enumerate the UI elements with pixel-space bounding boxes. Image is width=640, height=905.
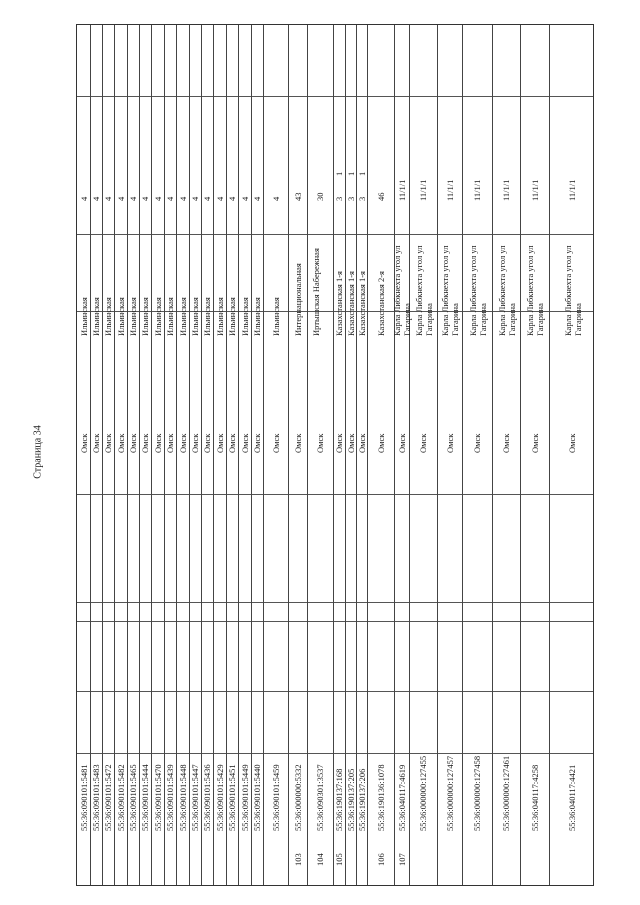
row-divider <box>520 25 521 885</box>
cell-city: Омск <box>356 433 367 453</box>
row-divider <box>437 25 438 885</box>
cell-cad: 55:36:040117:4421 <box>567 764 578 831</box>
cell-house: 4 <box>239 196 250 201</box>
cell-cad: 55:36:040117:4258 <box>529 764 540 831</box>
cell-cad: 55:36:040117:4619 <box>396 764 407 831</box>
cell-street: Карла Либкнехта угол ул Гагарина <box>525 245 545 336</box>
cell-city: Омск <box>396 433 407 453</box>
cell-street: Ильинская <box>177 297 188 336</box>
cell-cad: 55:36:090101:5470 <box>152 764 163 831</box>
row-divider <box>549 25 550 885</box>
row-divider <box>333 25 334 885</box>
cell-city: Омск <box>140 433 151 453</box>
cell-city: Омск <box>315 433 326 453</box>
cell-street: Карла Либкнехта угол ул Гагарина <box>467 245 487 336</box>
cell-street: Ильинская <box>128 297 139 336</box>
cell-cad: 55:36:000000:5332 <box>292 764 303 831</box>
row-divider <box>201 25 202 885</box>
cell-num: 105 <box>334 853 345 866</box>
cell-street: Ильинская <box>115 297 126 336</box>
registry-table <box>76 24 594 886</box>
row-divider <box>394 25 395 885</box>
cell-house: 4 <box>103 196 114 201</box>
cell-house: 4 <box>91 196 102 201</box>
row-divider <box>151 25 152 885</box>
cell-cad: 55:36:090101:5436 <box>202 764 213 831</box>
cell-street: Ильинская <box>152 297 163 336</box>
row-divider <box>213 25 214 885</box>
cell-street: Ильинская <box>252 297 263 336</box>
cell-city: Омск <box>529 433 540 453</box>
cell-city: Омск <box>375 433 386 453</box>
row-divider <box>90 25 91 885</box>
cell-city: Омск <box>567 433 578 453</box>
row-divider <box>288 25 289 885</box>
cell-cad: 55:36:090301:3537 <box>315 764 326 831</box>
cell-house: 30 <box>315 192 326 201</box>
cell-cad: 55:36:000000:127458 <box>472 755 483 831</box>
cell-city: Омск <box>214 433 225 453</box>
cell-street: Карла Либкнехта угол ул Гагарина <box>392 245 412 336</box>
cell-street: Карла Либкнехта угол ул Гагарина <box>440 245 460 336</box>
row-divider <box>226 25 227 885</box>
cell-house: 4 <box>140 196 151 201</box>
cell-city: Омск <box>152 433 163 453</box>
cell-street: Карла Либкнехта угол ул Гагарина <box>562 245 582 336</box>
cell-city: Омск <box>292 433 303 453</box>
column-divider <box>77 621 593 622</box>
cell-street: Интернациональная <box>292 263 303 336</box>
row-divider <box>356 25 357 885</box>
cell-house: 11/1/1 <box>567 179 578 201</box>
page-label: Страница 34 <box>32 425 44 479</box>
cell-street: Ильинская <box>103 297 114 336</box>
cell-house: 4 <box>152 196 163 201</box>
row-divider <box>189 25 190 885</box>
cell-street: Ильинская <box>140 297 151 336</box>
cell-street: Ильинская <box>227 297 238 336</box>
cell-flat: 1 <box>345 171 356 176</box>
cell-num: 104 <box>315 853 326 866</box>
cell-city: Омск <box>128 433 139 453</box>
cell-cad: 55:36:090101:5459 <box>270 764 281 831</box>
cell-city: Омск <box>418 433 429 453</box>
cell-city: Омск <box>165 433 176 453</box>
cell-city: Омск <box>177 433 188 453</box>
cell-flat: 1 <box>356 171 367 176</box>
cell-street: Казахстанская 1-я <box>334 271 345 336</box>
cell-house: 4 <box>78 196 89 201</box>
row-divider <box>345 25 346 885</box>
cell-city: Омск <box>115 433 126 453</box>
cell-cad: 55:36:000000:127461 <box>501 755 512 831</box>
cell-city: Омск <box>78 433 89 453</box>
cell-city: Омск <box>227 433 238 453</box>
row-divider <box>263 25 264 885</box>
cell-street: Ильинская <box>202 297 213 336</box>
cell-city: Омск <box>472 433 483 453</box>
column-divider <box>77 96 593 97</box>
cell-house: 4 <box>190 196 201 201</box>
cell-house: 46 <box>375 192 386 201</box>
cell-cad: 55:36:090101:5451 <box>227 764 238 831</box>
cell-house: 4 <box>252 196 263 201</box>
cell-house: 11/1/1 <box>472 179 483 201</box>
column-divider <box>77 234 593 235</box>
row-divider <box>238 25 239 885</box>
cell-house: 4 <box>177 196 188 201</box>
column-divider <box>77 602 593 603</box>
cell-cad: 55:36:000000:127455 <box>418 755 429 831</box>
column-divider <box>77 494 593 495</box>
row-divider <box>462 25 463 885</box>
cell-cad: 55:36:190137:206 <box>356 768 367 831</box>
cell-house: 4 <box>115 196 126 201</box>
row-divider <box>307 25 308 885</box>
cell-street: Ильинская <box>78 297 89 336</box>
cell-cad: 55:36:090101:5481 <box>78 764 89 831</box>
cell-house: 11/1/1 <box>444 179 455 201</box>
cell-street: Иртышская Набережная <box>310 248 321 336</box>
column-divider <box>77 753 593 754</box>
cell-city: Омск <box>252 433 263 453</box>
cell-street: Ильинская <box>214 297 225 336</box>
cell-street: Ильинская <box>239 297 250 336</box>
cell-house: 3 <box>356 196 367 201</box>
cell-city: Омск <box>444 433 455 453</box>
row-divider <box>251 25 252 885</box>
cell-house: 3 <box>334 196 345 201</box>
cell-cad: 55:36:190137:205 <box>345 768 356 831</box>
cell-city: Омск <box>202 433 213 453</box>
cell-cad: 55:36:090101:5482 <box>115 764 126 831</box>
cell-num: 106 <box>375 853 386 866</box>
cell-city: Омск <box>239 433 250 453</box>
cell-city: Омск <box>501 433 512 453</box>
cell-cad: 55:36:090101:5439 <box>165 764 176 831</box>
cell-house: 11/1/1 <box>418 179 429 201</box>
cell-cad: 55:36:090101:5444 <box>140 764 151 831</box>
row-divider <box>492 25 493 885</box>
cell-cad: 55:36:090101:5465 <box>128 764 139 831</box>
cell-cad: 55:36:000000:127457 <box>444 755 455 831</box>
cell-house: 4 <box>270 196 281 201</box>
cell-street: Карла Либкнехта угол ул Гагарина <box>496 245 516 336</box>
row-divider <box>176 25 177 885</box>
cell-house: 11/1/1 <box>396 179 407 201</box>
cell-house: 4 <box>128 196 139 201</box>
cell-cad: 55:36:090101:5449 <box>239 764 250 831</box>
cell-street: Ильинская <box>190 297 201 336</box>
row-divider <box>114 25 115 885</box>
cell-cad: 55:36:090101:5483 <box>91 764 102 831</box>
row-divider <box>139 25 140 885</box>
cell-cad: 55:36:190137:168 <box>334 768 345 831</box>
cell-cad: 55:36:090101:5440 <box>252 764 263 831</box>
cell-city: Омск <box>103 433 114 453</box>
cell-num: 103 <box>292 853 303 866</box>
cell-house: 4 <box>165 196 176 201</box>
cell-house: 11/1/1 <box>529 179 540 201</box>
cell-street: Ильинская <box>165 297 176 336</box>
cell-street: Карла Либкнехта угол ул Гагарина <box>413 245 433 336</box>
row-divider <box>127 25 128 885</box>
column-divider <box>77 691 593 692</box>
cell-house: 11/1/1 <box>501 179 512 201</box>
cell-city: Омск <box>190 433 201 453</box>
cell-house: 4 <box>227 196 238 201</box>
cell-city: Омск <box>345 433 356 453</box>
cell-street: Казахстанская 1-я <box>345 271 356 336</box>
cell-house: 4 <box>214 196 225 201</box>
cell-city: Омск <box>270 433 281 453</box>
cell-cad: 55:36:090101:5472 <box>103 764 114 831</box>
cell-house: 43 <box>292 192 303 201</box>
row-divider <box>164 25 165 885</box>
cell-street: Казахстанская 2-я <box>375 271 386 336</box>
cell-num: 107 <box>396 853 407 866</box>
cell-house: 4 <box>202 196 213 201</box>
cell-street: Казахстанская 1-я <box>356 271 367 336</box>
row-divider <box>409 25 410 885</box>
cell-cad: 55:36:090101:5429 <box>214 764 225 831</box>
cell-cad: 55:36:090101:5448 <box>177 764 188 831</box>
row-divider <box>367 25 368 885</box>
cell-cad: 55:36:090101:5447 <box>190 764 201 831</box>
row-divider <box>102 25 103 885</box>
cell-street: Ильинская <box>91 297 102 336</box>
cell-city: Омск <box>91 433 102 453</box>
cell-flat: 1 <box>334 171 345 176</box>
cell-street: Ильинская <box>270 297 281 336</box>
cell-house: 3 <box>345 196 356 201</box>
cell-cad: 55:36:190136:1078 <box>375 764 386 831</box>
cell-city: Омск <box>334 433 345 453</box>
